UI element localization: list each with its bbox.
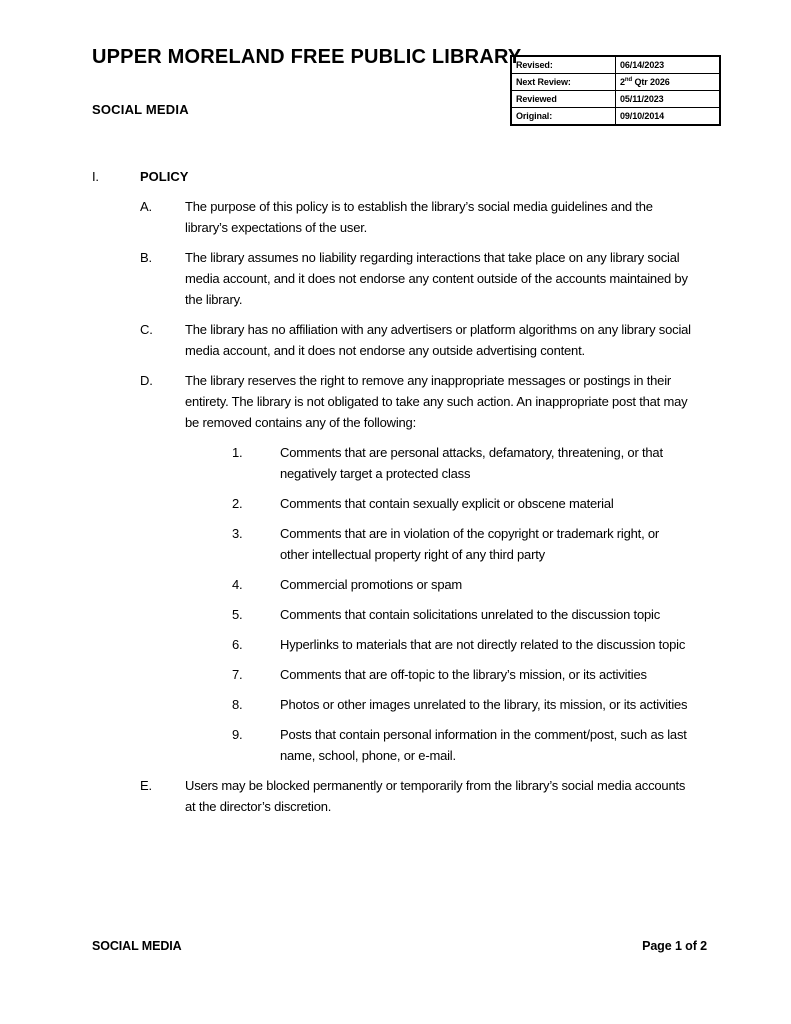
policy-subitem-7 (232, 664, 707, 685)
item-text: The library reserves the right to remove any inappropriate messages or postings in their entirety. The library is not obligated to take any such action. An inappropriate post that may be removed contains any of the following: (185, 373, 688, 430)
page-footer (92, 939, 707, 953)
footer-page-number: Page 1 of 2 (642, 939, 707, 953)
item-text: The purpose of this policy is to establish the library’s social media guidelines and the library’s expectations of the user. (185, 199, 653, 235)
policy-subitem-8 (232, 694, 707, 715)
table-row (511, 74, 720, 91)
section-heading-row (92, 166, 707, 187)
item-label: C. (140, 322, 153, 337)
subitem-text: Photos or other images unrelated to the library, its mission, or its activities (280, 697, 688, 712)
item-label: B. (140, 250, 152, 265)
item-label: A. (140, 199, 152, 214)
next-review-value-rest: Qtr 2026 (632, 76, 670, 87)
subitem-label: 2. (232, 496, 243, 511)
subitem-label: 6. (232, 637, 243, 652)
subitem-text: Commercial promotions or spam (280, 577, 463, 592)
subitem-text: Hyperlinks to materials that are not directly related to the discussion topic (280, 637, 686, 652)
item-text: The library has no affiliation with any advertisers or platform algorithms on any library social media account, and it does not endorse any outside advertising content. (185, 322, 691, 358)
item-label: D. (140, 373, 153, 388)
policy-item-c (140, 319, 707, 361)
policy-body (92, 166, 707, 826)
subitem-text: Comments that contain sexually explicit or obscene material (280, 496, 614, 511)
policy-subitem-1 (232, 442, 707, 484)
revision-value (616, 74, 721, 91)
policy-subitem-5 (232, 604, 707, 625)
policy-subitem-4 (232, 574, 707, 595)
page-title: UPPER MORELAND FREE PUBLIC LIBRARY (92, 46, 522, 68)
revision-label: Reviewed (511, 91, 616, 108)
policy-item-d (140, 370, 707, 433)
policy-item-a (140, 196, 707, 238)
item-text: The library assumes no liability regarding interactions that take place on any library social media account, and it does not endorse any content outside of the accounts maintained by the library. (185, 250, 688, 307)
subitem-text: Comments that are off-topic to the library’s mission, or its activities (280, 667, 647, 682)
policy-subitem-3 (232, 523, 707, 565)
policy-subitem-6 (232, 634, 707, 655)
footer-document-name: SOCIAL MEDIA (92, 939, 182, 953)
subitem-label: 9. (232, 727, 243, 742)
subitem-label: 4. (232, 577, 243, 592)
page-subtitle: SOCIAL MEDIA (92, 102, 189, 117)
policy-item-b (140, 247, 707, 310)
subitem-label: 1. (232, 445, 243, 460)
subitem-text: Comments that are personal attacks, defamatory, threatening, or that negatively target a protected class (280, 445, 663, 481)
section-heading: POLICY (140, 169, 189, 184)
policy-subitem-2 (232, 493, 707, 514)
item-text: Users may be blocked permanently or temporarily from the library’s social media accounts at the director’s discretion. (185, 778, 686, 814)
revision-value: 09/10/2014 (616, 108, 721, 126)
table-row (511, 108, 720, 126)
revision-label: Original: (511, 108, 616, 126)
subitem-label: 3. (232, 526, 243, 541)
revision-value: 05/11/2023 (616, 91, 721, 108)
subitem-label: 7. (232, 667, 243, 682)
policy-subitem-9 (232, 724, 707, 766)
table-row (511, 56, 720, 74)
subitem-label: 5. (232, 607, 243, 622)
subitem-label: 8. (232, 697, 243, 712)
subitem-text: Comments that are in violation of the copyright or trademark right, or other intellectual property right of any third party (280, 526, 660, 562)
table-row (511, 91, 720, 108)
revision-value: 06/14/2023 (616, 56, 721, 74)
ordinal-superscript: nd (624, 76, 633, 83)
section-number: I. (92, 169, 99, 184)
revision-history-table (510, 55, 721, 126)
subitem-text: Comments that contain solicitations unrelated to the discussion topic (280, 607, 661, 622)
item-label: E. (140, 778, 152, 793)
policy-item-e (140, 775, 707, 817)
next-review-value: 2 (620, 76, 625, 87)
subitem-text: Posts that contain personal information in the comment/post, such as last name, school, phone, or e-mail. (280, 727, 687, 763)
revision-label: Next Review: (511, 74, 616, 91)
revision-label: Revised: (511, 56, 616, 74)
